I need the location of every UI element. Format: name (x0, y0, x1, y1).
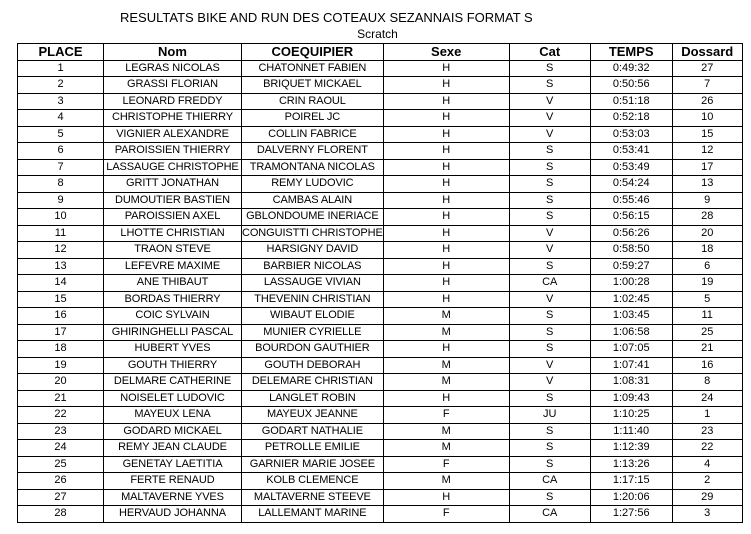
cell-dossard: 2 (672, 473, 742, 490)
cell-temps: 0:54:24 (590, 176, 672, 193)
cell-nom: NOISELET LUDOVIC (104, 390, 242, 407)
cell-nom: GHIRINGHELLI PASCAL (104, 324, 242, 341)
cell-coequipier: BRIQUET MICKAEL (242, 77, 384, 94)
cell-nom: FERTE RENAUD (104, 473, 242, 490)
cell-place: 28 (18, 506, 104, 523)
table-row (18, 489, 743, 506)
cell-temps: 0:58:50 (590, 242, 672, 259)
cell-temps: 0:53:41 (590, 143, 672, 160)
header-row (18, 44, 743, 61)
cell-dossard: 4 (672, 456, 742, 473)
cell-coequipier: LANGLET ROBIN (242, 390, 384, 407)
cell-coequipier: CONGUISTTI CHRISTOPHE (242, 225, 384, 242)
cell-coequipier: CRIN RAOUL (242, 93, 384, 110)
cell-sexe: H (383, 275, 509, 292)
cell-cat: S (509, 60, 590, 77)
cell-nom: LEGRAS NICOLAS (104, 60, 242, 77)
cell-coequipier: COLLIN FABRICE (242, 126, 384, 143)
cell-temps: 0:56:15 (590, 209, 672, 226)
cell-cat: V (509, 225, 590, 242)
cell-coequipier: WIBAUT ELODIE (242, 308, 384, 325)
table-row (18, 423, 743, 440)
cell-dossard: 16 (672, 357, 742, 374)
cell-place: 9 (18, 192, 104, 209)
cell-place: 13 (18, 258, 104, 275)
cell-cat: S (509, 192, 590, 209)
cell-temps: 1:03:45 (590, 308, 672, 325)
cell-place: 26 (18, 473, 104, 490)
cell-dossard: 7 (672, 77, 742, 94)
cell-place: 17 (18, 324, 104, 341)
cell-sexe: F (383, 456, 509, 473)
cell-coequipier: LASSAUGE VIVIAN (242, 275, 384, 292)
cell-cat: S (509, 341, 590, 358)
table-row (18, 440, 743, 457)
cell-nom: PAROISSIEN AXEL (104, 209, 242, 226)
cell-place: 6 (18, 143, 104, 160)
table-row (18, 176, 743, 193)
table-row (18, 209, 743, 226)
cell-temps: 0:51:18 (590, 93, 672, 110)
cell-coequipier: DELEMARE CHRISTIAN (242, 374, 384, 391)
cell-temps: 1:06:58 (590, 324, 672, 341)
cell-dossard: 10 (672, 110, 742, 127)
cell-dossard: 24 (672, 390, 742, 407)
table-row (18, 93, 743, 110)
cell-sexe: M (383, 374, 509, 391)
cell-sexe: H (383, 242, 509, 259)
header-sexe: Sexe (383, 44, 509, 61)
cell-sexe: H (383, 176, 509, 193)
cell-dossard: 5 (672, 291, 742, 308)
cell-cat: V (509, 374, 590, 391)
cell-sexe: M (383, 423, 509, 440)
table-row (18, 407, 743, 424)
table-row (18, 473, 743, 490)
cell-dossard: 28 (672, 209, 742, 226)
cell-coequipier: GARNIER MARIE JOSEE (242, 456, 384, 473)
header-place: PLACE (18, 44, 104, 61)
cell-place: 1 (18, 60, 104, 77)
cell-cat: CA (509, 506, 590, 523)
cell-sexe: H (383, 209, 509, 226)
cell-cat: V (509, 357, 590, 374)
cell-sexe: F (383, 506, 509, 523)
cell-temps: 1:17:15 (590, 473, 672, 490)
cell-dossard: 19 (672, 275, 742, 292)
cell-cat: S (509, 209, 590, 226)
cell-dossard: 13 (672, 176, 742, 193)
cell-nom: DELMARE CATHERINE (104, 374, 242, 391)
cell-cat: JU (509, 407, 590, 424)
cell-place: 2 (18, 77, 104, 94)
cell-sexe: H (383, 93, 509, 110)
cell-coequipier: LALLEMANT MARINE (242, 506, 384, 523)
cell-dossard: 26 (672, 93, 742, 110)
cell-coequipier: CHATONNET FABIEN (242, 60, 384, 77)
cell-temps: 1:11:40 (590, 423, 672, 440)
cell-sexe: H (383, 225, 509, 242)
cell-temps: 1:00:28 (590, 275, 672, 292)
cell-dossard: 18 (672, 242, 742, 259)
cell-coequipier: REMY LUDOVIC (242, 176, 384, 193)
cell-cat: S (509, 176, 590, 193)
cell-cat: V (509, 110, 590, 127)
cell-sexe: H (383, 110, 509, 127)
cell-cat: V (509, 93, 590, 110)
cell-nom: TRAON STEVE (104, 242, 242, 259)
cell-place: 20 (18, 374, 104, 391)
cell-temps: 1:13:26 (590, 456, 672, 473)
cell-cat: S (509, 308, 590, 325)
cell-sexe: H (383, 159, 509, 176)
cell-place: 15 (18, 291, 104, 308)
cell-sexe: H (383, 126, 509, 143)
cell-dossard: 3 (672, 506, 742, 523)
cell-coequipier: POIREL JC (242, 110, 384, 127)
cell-cat: S (509, 258, 590, 275)
cell-nom: PAROISSIEN THIERRY (104, 143, 242, 160)
document-title: RESULTATS BIKE AND RUN DES COTEAUX SEZANNAIS FORMAT S (120, 10, 533, 25)
cell-dossard: 1 (672, 407, 742, 424)
cell-place: 4 (18, 110, 104, 127)
cell-nom: HERVAUD JOHANNA (104, 506, 242, 523)
cell-sexe: H (383, 143, 509, 160)
cell-cat: S (509, 440, 590, 457)
cell-coequipier: HARSIGNY DAVID (242, 242, 384, 259)
cell-cat: V (509, 242, 590, 259)
cell-nom: GENETAY LAETITIA (104, 456, 242, 473)
header-cat: Cat (509, 44, 590, 61)
table-row (18, 192, 743, 209)
table-row (18, 110, 743, 127)
cell-nom: MALTAVERNE YVES (104, 489, 242, 506)
cell-temps: 0:53:49 (590, 159, 672, 176)
cell-dossard: 25 (672, 324, 742, 341)
cell-temps: 0:49:32 (590, 60, 672, 77)
cell-dossard: 15 (672, 126, 742, 143)
cell-sexe: H (383, 489, 509, 506)
cell-place: 19 (18, 357, 104, 374)
cell-coequipier: PETROLLE EMILIE (242, 440, 384, 457)
cell-place: 11 (18, 225, 104, 242)
cell-temps: 1:02:45 (590, 291, 672, 308)
cell-cat: V (509, 126, 590, 143)
cell-sexe: M (383, 324, 509, 341)
cell-nom: LEONARD FREDDY (104, 93, 242, 110)
cell-dossard: 22 (672, 440, 742, 457)
cell-nom: GODARD MICKAEL (104, 423, 242, 440)
cell-temps: 0:55:46 (590, 192, 672, 209)
cell-nom: MAYEUX LENA (104, 407, 242, 424)
table-row (18, 341, 743, 358)
table-row (18, 143, 743, 160)
cell-sexe: H (383, 258, 509, 275)
cell-temps: 1:12:39 (590, 440, 672, 457)
cell-sexe: H (383, 390, 509, 407)
table-row (18, 77, 743, 94)
cell-dossard: 21 (672, 341, 742, 358)
header-nom: Nom (104, 44, 242, 61)
cell-coequipier: DALVERNY FLORENT (242, 143, 384, 160)
cell-temps: 0:59:27 (590, 258, 672, 275)
table-row (18, 357, 743, 374)
cell-cat: S (509, 143, 590, 160)
cell-temps: 0:56:26 (590, 225, 672, 242)
table-row (18, 324, 743, 341)
cell-place: 7 (18, 159, 104, 176)
cell-coequipier: BOURDON GAUTHIER (242, 341, 384, 358)
cell-coequipier: CAMBAS ALAIN (242, 192, 384, 209)
cell-dossard: 11 (672, 308, 742, 325)
cell-place: 5 (18, 126, 104, 143)
cell-coequipier: MAYEUX JEANNE (242, 407, 384, 424)
header-coequipier: COEQUIPIER (242, 44, 384, 61)
cell-temps: 1:08:31 (590, 374, 672, 391)
cell-temps: 0:53:03 (590, 126, 672, 143)
table-row (18, 456, 743, 473)
cell-coequipier: MUNIER CYRIELLE (242, 324, 384, 341)
cell-nom: GRASSI FLORIAN (104, 77, 242, 94)
cell-cat: S (509, 456, 590, 473)
cell-sexe: M (383, 308, 509, 325)
cell-dossard: 17 (672, 159, 742, 176)
cell-coequipier: TRAMONTANA NICOLAS (242, 159, 384, 176)
cell-temps: 1:27:56 (590, 506, 672, 523)
cell-sexe: H (383, 192, 509, 209)
cell-coequipier: BARBIER NICOLAS (242, 258, 384, 275)
cell-coequipier: GODART NATHALIE (242, 423, 384, 440)
cell-sexe: H (383, 291, 509, 308)
cell-sexe: M (383, 473, 509, 490)
cell-temps: 1:07:41 (590, 357, 672, 374)
cell-sexe: M (383, 440, 509, 457)
cell-nom: HUBERT YVES (104, 341, 242, 358)
cell-temps: 1:20:06 (590, 489, 672, 506)
cell-coequipier: THEVENIN CHRISTIAN (242, 291, 384, 308)
header-dossard: Dossard (672, 44, 742, 61)
results-table (17, 43, 743, 523)
table-row (18, 126, 743, 143)
cell-temps: 1:07:05 (590, 341, 672, 358)
cell-coequipier: GBLONDOUME INERIACE (242, 209, 384, 226)
cell-nom: LASSAUGE CHRISTOPHE (104, 159, 242, 176)
cell-place: 14 (18, 275, 104, 292)
cell-cat: S (509, 489, 590, 506)
cell-dossard: 12 (672, 143, 742, 160)
cell-sexe: H (383, 77, 509, 94)
cell-dossard: 29 (672, 489, 742, 506)
cell-dossard: 6 (672, 258, 742, 275)
document-subtitle: Scratch (357, 27, 398, 41)
table-row (18, 159, 743, 176)
cell-nom: LHOTTE CHRISTIAN (104, 225, 242, 242)
cell-nom: CHRISTOPHE THIERRY (104, 110, 242, 127)
cell-dossard: 23 (672, 423, 742, 440)
cell-place: 8 (18, 176, 104, 193)
cell-cat: CA (509, 473, 590, 490)
table-row (18, 258, 743, 275)
cell-coequipier: GOUTH DEBORAH (242, 357, 384, 374)
cell-dossard: 20 (672, 225, 742, 242)
cell-cat: S (509, 159, 590, 176)
table-row (18, 60, 743, 77)
cell-cat: S (509, 324, 590, 341)
table-row (18, 374, 743, 391)
cell-place: 12 (18, 242, 104, 259)
cell-temps: 0:52:18 (590, 110, 672, 127)
cell-cat: S (509, 77, 590, 94)
cell-nom: LEFEVRE MAXIME (104, 258, 242, 275)
table-row (18, 275, 743, 292)
cell-place: 27 (18, 489, 104, 506)
cell-place: 24 (18, 440, 104, 457)
cell-place: 25 (18, 456, 104, 473)
cell-place: 18 (18, 341, 104, 358)
cell-cat: S (509, 423, 590, 440)
cell-nom: VIGNIER ALEXANDRE (104, 126, 242, 143)
cell-dossard: 9 (672, 192, 742, 209)
cell-temps: 0:50:56 (590, 77, 672, 94)
cell-dossard: 8 (672, 374, 742, 391)
cell-nom: GOUTH THIERRY (104, 357, 242, 374)
cell-temps: 1:09:43 (590, 390, 672, 407)
cell-sexe: H (383, 341, 509, 358)
table-row (18, 242, 743, 259)
results-body (18, 60, 743, 522)
cell-nom: BORDAS THIERRY (104, 291, 242, 308)
cell-place: 3 (18, 93, 104, 110)
cell-place: 16 (18, 308, 104, 325)
table-row (18, 291, 743, 308)
header-temps: TEMPS (590, 44, 672, 61)
cell-cat: V (509, 291, 590, 308)
cell-sexe: H (383, 60, 509, 77)
table-row (18, 390, 743, 407)
cell-cat: CA (509, 275, 590, 292)
cell-nom: REMY JEAN CLAUDE (104, 440, 242, 457)
cell-sexe: F (383, 407, 509, 424)
cell-coequipier: MALTAVERNE STEEVE (242, 489, 384, 506)
table-row (18, 308, 743, 325)
cell-nom: DUMOUTIER BASTIEN (104, 192, 242, 209)
cell-place: 21 (18, 390, 104, 407)
cell-sexe: M (383, 357, 509, 374)
cell-place: 22 (18, 407, 104, 424)
table-row (18, 506, 743, 523)
cell-nom: COIC SYLVAIN (104, 308, 242, 325)
cell-coequipier: KOLB CLEMENCE (242, 473, 384, 490)
cell-place: 23 (18, 423, 104, 440)
table-row (18, 225, 743, 242)
cell-temps: 1:10:25 (590, 407, 672, 424)
cell-cat: S (509, 390, 590, 407)
cell-dossard: 27 (672, 60, 742, 77)
cell-nom: GRITT JONATHAN (104, 176, 242, 193)
cell-place: 10 (18, 209, 104, 226)
cell-nom: ANE THIBAUT (104, 275, 242, 292)
